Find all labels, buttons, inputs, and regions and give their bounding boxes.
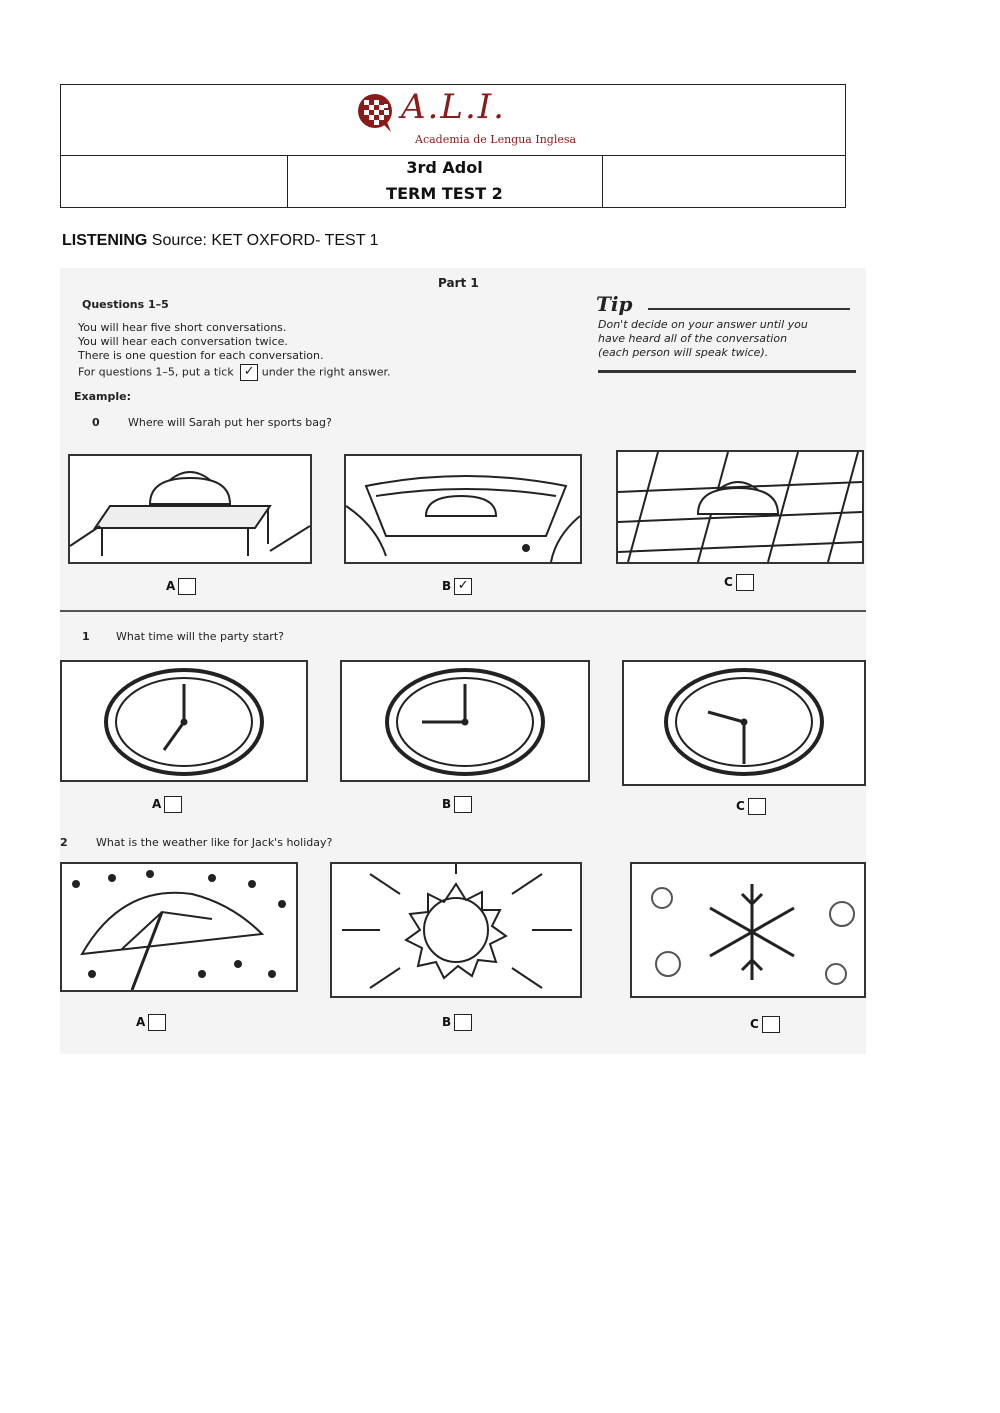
answer-box[interactable]: [454, 1014, 472, 1031]
tick-sample-box: ✓: [240, 364, 258, 381]
snowflake-icon: [632, 864, 864, 996]
option-c: C: [736, 798, 766, 815]
clock-half-past-nine-icon: [624, 662, 864, 784]
checkered-globe-icon: [355, 91, 399, 135]
answer-box[interactable]: [178, 578, 196, 595]
picture-clock-half-nine: [622, 660, 866, 786]
logo-title: A.L.I.: [401, 87, 506, 127]
question-text: What is the weather like for Jack's holiday?: [96, 836, 333, 849]
instruction-line: You will hear each conversation twice.: [78, 335, 288, 348]
option-b: B ✓: [442, 578, 472, 595]
picture-table-bag: [68, 454, 312, 564]
instruction-line: You will hear five short conversations.: [78, 321, 287, 334]
question-text: Where will Sarah put her sports bag?: [128, 416, 332, 429]
test-name: TERM TEST 2: [386, 184, 503, 203]
option-a: A: [136, 1014, 166, 1031]
header-cell-left: [61, 155, 288, 208]
section-title: LISTENING: [62, 232, 148, 249]
instruction-line: For questions 1–5, put a tick ✓ under the right answer.: [78, 364, 391, 379]
bag-on-floor-icon: [618, 452, 862, 562]
option-c: C: [750, 1016, 780, 1033]
tip-line: Don't decide on your answer until you: [598, 318, 808, 331]
clock-seven-icon: [62, 662, 306, 780]
header-logo-row: [61, 85, 845, 156]
option-b: B: [442, 796, 472, 813]
picture-rain: [60, 862, 298, 992]
tip-line: have heard all of the conversation: [598, 332, 788, 345]
answer-box-ticked[interactable]: ✓: [454, 578, 472, 595]
part-label: Part 1: [438, 276, 479, 290]
option-a: A: [166, 578, 196, 595]
picture-sun: [330, 862, 582, 998]
bag-on-table-icon: [70, 456, 310, 562]
section-source: Source: KET OXFORD- TEST 1: [151, 232, 379, 249]
answer-box[interactable]: [164, 796, 182, 813]
example-label: Example:: [74, 390, 131, 403]
header-cell-right: [602, 155, 845, 208]
header-cell-title: [287, 155, 603, 208]
umbrella-rain-icon: [62, 864, 296, 990]
level-label: 3rd Adol: [406, 158, 483, 177]
ali-logo: [353, 87, 577, 151]
picture-car-boot-bag: [344, 454, 582, 564]
instruction-line: There is one question for each conversation.: [78, 349, 324, 362]
answer-box[interactable]: [762, 1016, 780, 1033]
option-c: C: [724, 574, 754, 591]
answer-box[interactable]: [148, 1014, 166, 1031]
bag-in-car-boot-icon: [346, 456, 580, 562]
question-text: What time will the party start?: [116, 630, 284, 643]
answer-box[interactable]: [454, 796, 472, 813]
picture-clock-nine: [340, 660, 590, 782]
tip-title: Tip: [596, 292, 633, 316]
picture-floor-bag: [616, 450, 864, 564]
option-a: A: [152, 796, 182, 813]
picture-snow: [630, 862, 866, 998]
divider: [60, 610, 866, 612]
sun-icon: [332, 864, 580, 996]
section-heading: [62, 232, 379, 250]
header-table: [60, 84, 846, 208]
worksheet-scan: [60, 268, 866, 1054]
clock-nine-icon: [342, 662, 588, 780]
answer-box[interactable]: [748, 798, 766, 815]
picture-clock-seven: [60, 660, 308, 782]
tip-rule: [648, 308, 850, 310]
logo-subtitle: Academia de Lengua Inglesa: [415, 133, 577, 146]
tip-rule-bottom: [598, 370, 856, 373]
question-number: 1: [82, 630, 90, 643]
answer-box[interactable]: [736, 574, 754, 591]
questions-heading: Questions 1–5: [82, 298, 169, 311]
tip-line: (each person will speak twice).: [598, 346, 769, 359]
question-number: 2: [60, 836, 68, 849]
option-b: B: [442, 1014, 472, 1031]
question-number: 0: [92, 416, 100, 429]
